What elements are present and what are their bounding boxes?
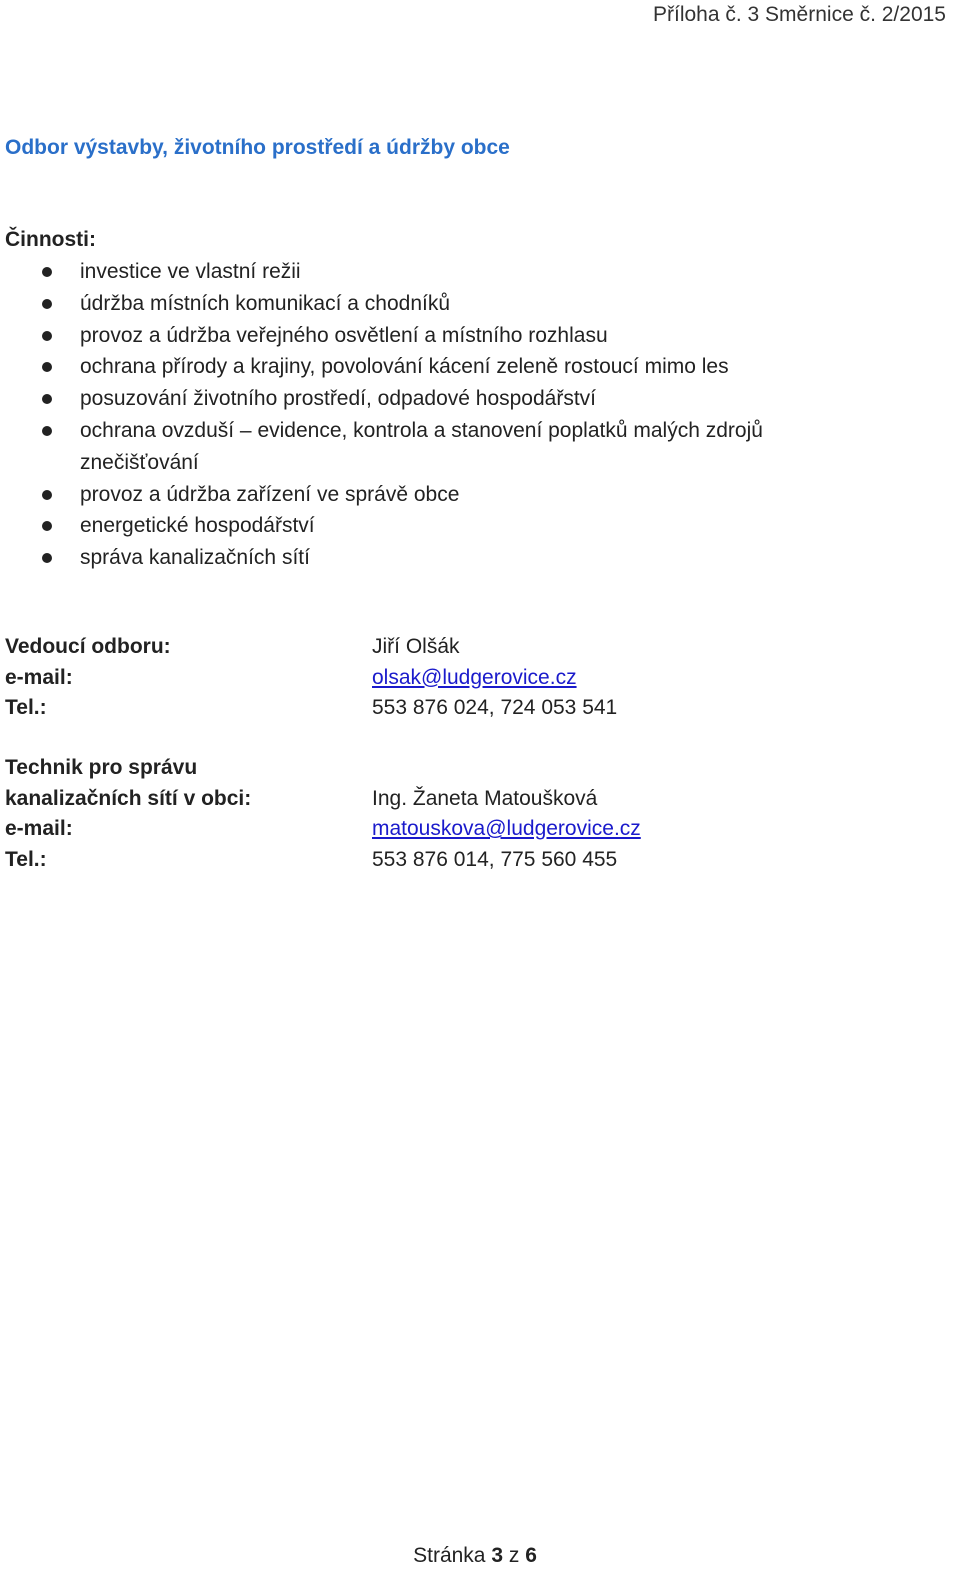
- list-item: [0, 479, 880, 511]
- total-pages-number: 6: [525, 1544, 537, 1567]
- technician-contact: [5, 753, 905, 875]
- activity-text: energetické hospodářství: [80, 514, 315, 538]
- phone-label: Tel.:: [5, 696, 47, 719]
- activity-text: provoz a údržba veřejného osvětlení a místního rozhlasu: [80, 323, 608, 347]
- activity-text: ochrana přírody a krajiny, povolování kácení zeleně rostoucí mimo les: [80, 355, 729, 379]
- phone-label: Tel.:: [5, 847, 47, 871]
- activity-text: investice ve vlastní režii: [80, 260, 301, 283]
- bullet-icon: [42, 553, 52, 563]
- bullet-icon: [42, 490, 52, 500]
- list-item: [0, 415, 880, 479]
- activity-text: ochrana ovzduší – evidence, kontrola a stanovení poplatků malých zdrojů znečišťování: [80, 418, 763, 474]
- technician-email-row: [5, 814, 905, 845]
- activity-text: provoz a údržba zařízení ve správě obce: [80, 482, 460, 506]
- head-label: Vedoucí odboru:: [5, 635, 171, 658]
- head-of-department-contact: [5, 632, 905, 724]
- bullet-icon: [42, 394, 52, 404]
- list-item: [0, 320, 880, 352]
- activity-text: údržba místních komunikací a chodníků: [80, 291, 451, 315]
- technician-name-row: [5, 784, 905, 815]
- bullet-icon: [42, 331, 52, 341]
- head-phone: 553 876 024, 724 053 541: [372, 696, 618, 719]
- page-separator: z: [508, 1544, 520, 1567]
- bullet-icon: [42, 426, 52, 436]
- list-item: [0, 383, 880, 415]
- email-label: e-mail:: [5, 817, 73, 840]
- activity-text: správa kanalizačních sítí: [80, 546, 310, 570]
- technician-name: Ing. Žaneta Matoušková: [372, 786, 598, 810]
- document-reference: Příloha č. 3 Směrnice č. 2/2015: [653, 3, 946, 26]
- activities-list: [0, 256, 880, 574]
- current-page-number: 3: [491, 1544, 504, 1567]
- bullet-icon: [42, 267, 52, 277]
- bullet-icon: [42, 362, 52, 372]
- technician-email-link[interactable]: matouskova@ludgerovice.cz: [372, 817, 641, 840]
- list-item: [0, 256, 880, 288]
- list-item: [0, 510, 880, 542]
- bullet-icon: [42, 299, 52, 309]
- head-email-link[interactable]: olsak@ludgerovice.cz: [372, 665, 577, 689]
- bullet-icon: [42, 521, 52, 531]
- technician-phone: 553 876 014, 775 560 455: [372, 847, 618, 871]
- page-label: Stránka: [413, 1544, 486, 1567]
- head-phone-row: [5, 693, 905, 724]
- head-name: Jiří Olšák: [372, 635, 460, 658]
- head-email-row: [5, 663, 905, 694]
- list-item: [0, 288, 880, 320]
- technician-label-row: [5, 753, 905, 784]
- list-item: [0, 351, 880, 383]
- activity-text: posuzování životního prostředí, odpadové hospodářství: [80, 387, 596, 411]
- technician-label-line1: Technik pro správu: [5, 756, 198, 779]
- section-title: Odbor výstavby, životního prostředí a údržby obce: [5, 136, 510, 159]
- head-name-row: [5, 632, 905, 663]
- page-footer: [0, 1541, 950, 1571]
- activities-heading: Činnosti:: [5, 228, 96, 251]
- list-item: [0, 542, 880, 574]
- technician-label-line2: kanalizačních sítí v obci:: [5, 786, 252, 810]
- technician-phone-row: [5, 845, 905, 876]
- email-label: e-mail:: [5, 665, 73, 689]
